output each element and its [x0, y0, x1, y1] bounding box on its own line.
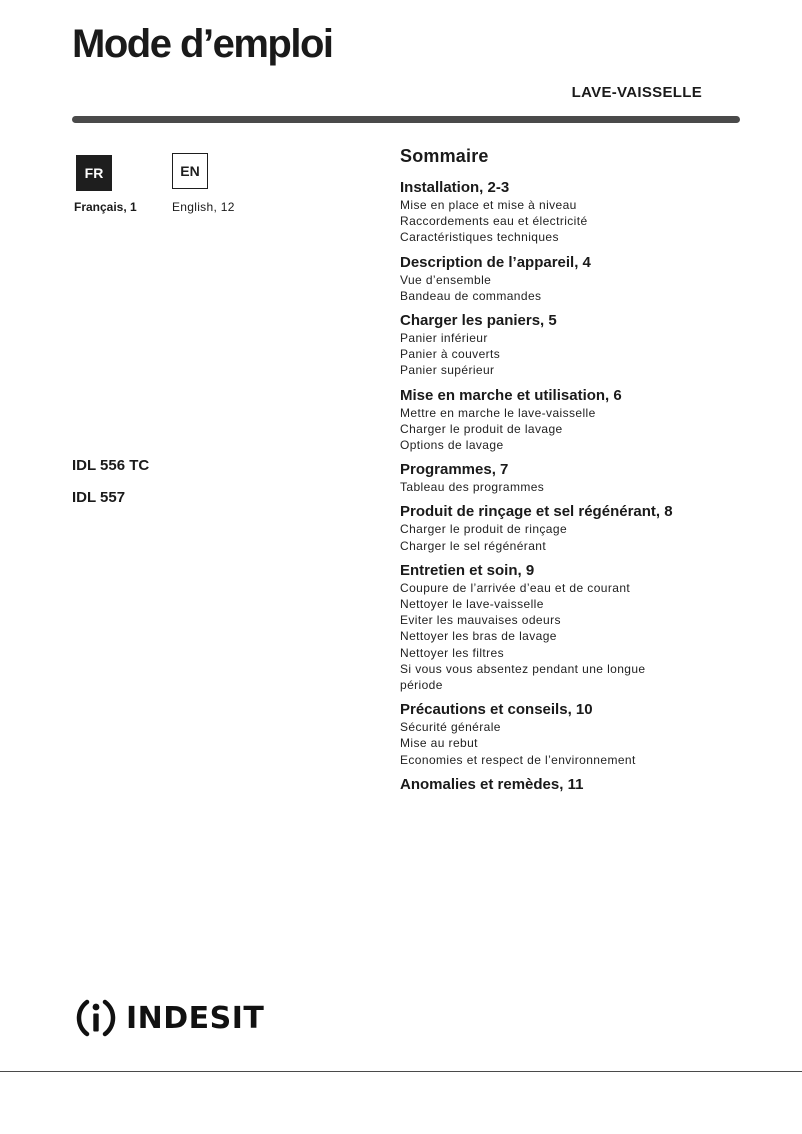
- toc-subitem[interactable]: Caractéristiques techniques: [400, 230, 559, 245]
- model-name: IDL 556 TC: [72, 457, 150, 474]
- toc-subitem[interactable]: Panier supérieur: [400, 363, 495, 378]
- model-name: IDL 557: [72, 489, 126, 506]
- toc-subitem[interactable]: Si vous vous absentez pendant une longue: [400, 661, 646, 676]
- toc-subitem[interactable]: Options de lavage: [400, 438, 504, 453]
- toc-subitem[interactable]: Tableau des programmes: [400, 480, 545, 495]
- footer-divider: [0, 1071, 802, 1072]
- toc-subitem[interactable]: Panier à couverts: [400, 347, 501, 362]
- toc-section: [400, 503, 740, 553]
- toc-subitem[interactable]: période: [400, 678, 443, 693]
- toc-section: [400, 254, 740, 304]
- toc-subitem[interactable]: Eviter les mauvaises odeurs: [400, 613, 561, 628]
- brand-logo: [72, 994, 264, 1042]
- toc-subitem[interactable]: Mettre en marche le lave-vaisselle: [400, 405, 596, 420]
- toc-subitem[interactable]: Nettoyer les filtres: [400, 645, 505, 660]
- toc-section-heading[interactable]: Mise en marche et utilisation, 6: [400, 386, 622, 404]
- toc-subitem[interactable]: Sécurité générale: [400, 720, 501, 735]
- toc-section: [400, 461, 740, 495]
- page-title: Mode d’emploi: [72, 22, 333, 66]
- toc-section-heading[interactable]: Précautions et conseils, 10: [400, 701, 593, 719]
- toc-subitem[interactable]: Nettoyer le lave-vaisselle: [400, 597, 544, 612]
- toc-section-heading[interactable]: Description de l’appareil, 4: [400, 253, 591, 271]
- toc-section: [400, 562, 740, 693]
- brand-name: INDESIT: [126, 1000, 265, 1036]
- language-badge-fr[interactable]: FR: [76, 155, 112, 191]
- toc-subitem[interactable]: Charger le sel régénérant: [400, 538, 547, 553]
- language-label-fr: Français, 1: [74, 200, 137, 214]
- toc-section: [400, 776, 740, 794]
- toc-section-heading[interactable]: Anomalies et remèdes, 11: [400, 775, 584, 793]
- toc-title: Sommaire: [400, 146, 489, 166]
- toc-subitem[interactable]: Charger le produit de rinçage: [400, 522, 568, 537]
- toc-subitem[interactable]: Charger le produit de lavage: [400, 421, 563, 436]
- toc-section-heading[interactable]: Entretien et soin, 9: [400, 561, 535, 579]
- toc-subitem[interactable]: Mise en place et mise à niveau: [400, 198, 577, 212]
- toc-section-heading[interactable]: Installation, 2-3: [400, 179, 510, 196]
- toc-subitem[interactable]: Vue d’ensemble: [400, 272, 492, 287]
- toc-section-heading[interactable]: Produit de rinçage et sel régénérant, 8: [400, 503, 673, 521]
- language-badge-en[interactable]: EN: [172, 153, 208, 189]
- toc-subitem[interactable]: Coupure de l’arrivée d’eau et de courant: [400, 580, 631, 595]
- toc-section: [400, 179, 740, 246]
- toc-section: [400, 387, 740, 454]
- header-divider: [72, 116, 740, 123]
- toc-section-heading[interactable]: Programmes, 7: [400, 461, 509, 479]
- toc-subitem[interactable]: Bandeau de commandes: [400, 288, 542, 303]
- toc-subitem[interactable]: Raccordements eau et électricité: [400, 214, 588, 229]
- toc-section: [400, 312, 740, 379]
- toc-section: [400, 701, 740, 768]
- toc-subitem[interactable]: Mise au rebut: [400, 736, 478, 751]
- toc-section-heading[interactable]: Charger les paniers, 5: [400, 312, 557, 330]
- toc-subitem[interactable]: Nettoyer les bras de lavage: [400, 629, 557, 644]
- toc-subitem[interactable]: Economies et respect de l’environnement: [400, 752, 636, 767]
- toc-subitem[interactable]: Panier inférieur: [400, 331, 488, 346]
- indesit-logo-icon: [72, 994, 120, 1042]
- language-label-en: English, 12: [172, 200, 235, 214]
- table-of-contents: [400, 146, 740, 802]
- product-category: LAVE-VAISSELLE: [571, 84, 702, 101]
- toc-sections: [400, 179, 740, 794]
